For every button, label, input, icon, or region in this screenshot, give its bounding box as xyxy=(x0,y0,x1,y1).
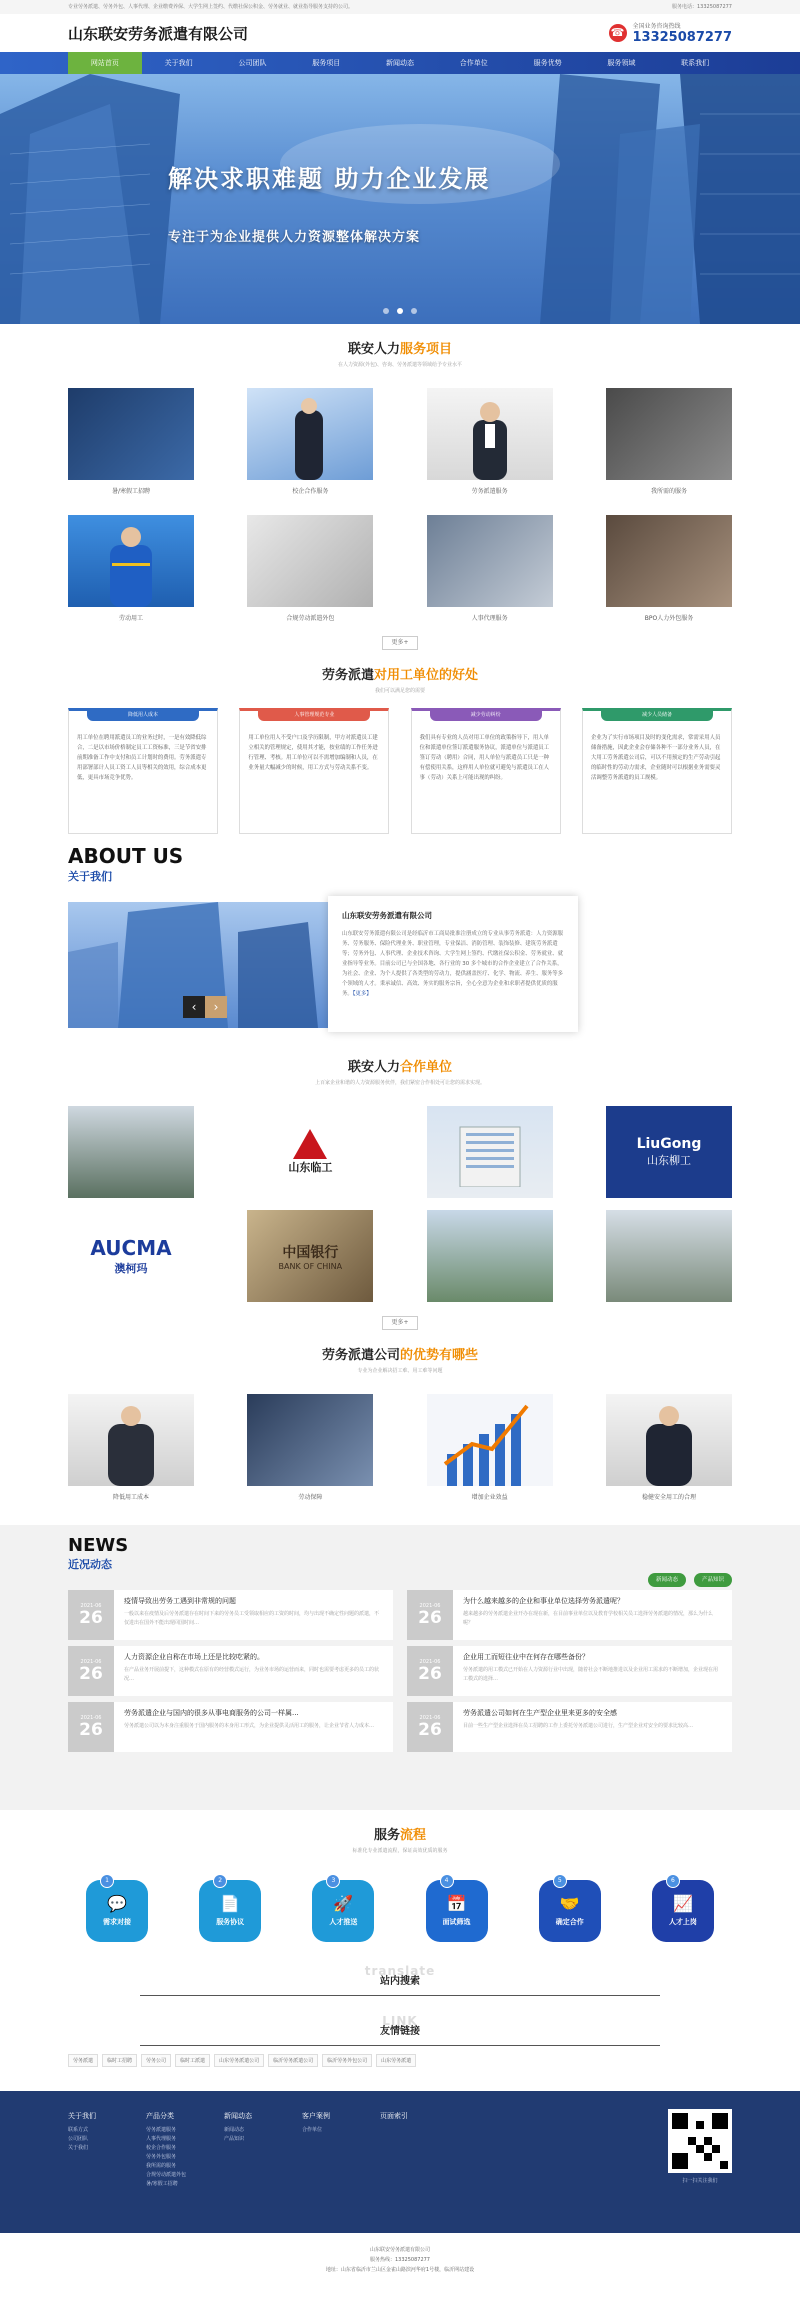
news-item[interactable]: 2021-06 26 人力资源企业自称在市场上还是比较吃紧的。 在产品业务开展前提下，这种模式在原有的经营模式运行，为业务市场的运营而来，同时也需要考虑更多的员工的状况… xyxy=(68,1646,393,1696)
nav-services[interactable]: 服务项目 xyxy=(312,59,341,67)
about-subheading: 关于我们 xyxy=(68,870,112,883)
search-title: 站内搜索 xyxy=(380,1976,420,1987)
footer-link[interactable]: 公司团队 xyxy=(68,2136,89,2142)
nav-home[interactable]: 网站首页 xyxy=(68,52,142,74)
footer-col: 产品分类 劳务派遣服务 人事代理服务 校企合作服务 劳务外包服务 我所需的服务 合规劳动派遣外包 暑/寒假工招聘 xyxy=(146,2111,224,2189)
friend-link[interactable]: 临沂劳务外包公司 xyxy=(322,2054,372,2067)
news-heading: NEWS xyxy=(68,1535,129,1556)
tab-news[interactable]: 新闻动态 xyxy=(648,1573,686,1587)
footer-col: 关于我们 联系方式 公司团队 关于我们 xyxy=(68,2111,146,2189)
partner-logo[interactable] xyxy=(427,1210,553,1302)
service-card[interactable] xyxy=(68,515,194,622)
partners-section xyxy=(68,1056,732,1330)
friend-link[interactable]: 山东劳务派遣 xyxy=(376,2054,416,2067)
nav-team[interactable]: 公司团队 xyxy=(238,59,267,67)
footer-link[interactable]: 我所需的服务 xyxy=(146,2163,177,2169)
carousel-dot[interactable] xyxy=(411,308,417,314)
advantages-title: 劳务派遣公司的优势有哪些 xyxy=(321,1348,479,1363)
service-caption: 我所需的服务 xyxy=(650,488,687,495)
search-divider xyxy=(140,1995,660,1996)
tab-knowledge[interactable]: 产品知识 xyxy=(694,1573,732,1587)
friend-link[interactable]: 临沂劳务派遣公司 xyxy=(268,2054,318,2067)
calendar-icon: 📅 xyxy=(446,1894,467,1913)
news-item[interactable]: 2021-06 26 企业用工而短往业中在何存在哪些备份？ 劳务派遣的用工模式已开始在人力资源行业中出现，随着社会不断地推进以及企业用工需求的不断增加，企业现在用工模式的选择… xyxy=(407,1646,732,1696)
footer-col: 新闻动态 新闻动态 产品知识 xyxy=(224,2111,302,2189)
advantage-caption: 劳动保障 xyxy=(298,1494,323,1501)
services-title: 联安人力服务项目 xyxy=(347,342,453,357)
partner-logo-liugong[interactable]: LiuGong 山东柳工 xyxy=(606,1106,732,1198)
about-section xyxy=(68,844,732,1032)
service-card[interactable] xyxy=(247,515,373,622)
qr-code-image xyxy=(668,2109,732,2173)
partner-logo[interactable] xyxy=(68,1106,194,1198)
process-step: 🤝 确定合作 5 xyxy=(539,1880,601,1942)
benefits-title: 劳务派遣对用工单位的好处 xyxy=(321,668,479,683)
service-caption: 人事代理服务 xyxy=(471,615,508,622)
main-nav xyxy=(0,52,800,74)
footer-link[interactable]: 联系方式 xyxy=(68,2127,89,2133)
process-subtitle: 标准化专业派遣流程，保证高效优质的服务 xyxy=(352,1848,448,1854)
partners-grid xyxy=(68,1106,732,1302)
footer-columns xyxy=(68,2091,732,2189)
friend-link[interactable]: 劳务公司 xyxy=(141,2054,171,2067)
hotline-label: 全国业务咨询热线 xyxy=(632,23,681,30)
buildings-image xyxy=(0,74,800,324)
partners-subtitle: 上百家企业和谐的人力资源服务伙伴，我们紧密合作相处可让您的需求实现。 xyxy=(314,1080,485,1086)
hero-banner xyxy=(0,74,800,324)
service-photo xyxy=(427,388,553,480)
benefit-card xyxy=(411,708,561,834)
benefit-card xyxy=(239,708,389,834)
service-photo xyxy=(247,388,373,480)
benefit-text: 企业为了实行市场项目及时的变化需求，常需采用人员储备措施，因此企业会存储各种不一部分业务人员，在大用工劳务派遣公司后，可以不用预定的生产劳动引起的临时性的劳动力需求，企业随时可以根据业务需要灵活调整劳务派遣的员工规模。 xyxy=(590,735,721,781)
advantage-card[interactable] xyxy=(68,1394,194,1501)
advantage-caption: 增加企业效益 xyxy=(471,1494,508,1501)
footer-link[interactable]: 人事代理服务 xyxy=(146,2136,177,2142)
footer xyxy=(0,2091,800,2233)
benefit-text: 用工单位在聘用派遣员工的业务过时，一是有效降低综合，二是以市场价格制定员工工资标准，三是节省安排前期准备工作中支付和员工计划时的费用。劳务派遣专用部署部计人员工资工人员等相关的效用，综合成本更低，更具市场竞争优势。 xyxy=(77,735,207,781)
advantage-photo xyxy=(247,1394,373,1486)
service-card[interactable] xyxy=(427,388,553,495)
benefit-tag: 人事管理规范专业 xyxy=(258,709,370,721)
about-box xyxy=(68,902,732,1032)
partners-title: 联安人力合作单位 xyxy=(347,1060,453,1075)
footer-col: 客户案例 合作单位 xyxy=(302,2111,380,2189)
news-subheading: 近况动态 xyxy=(68,1558,112,1571)
search-ghost-text: translate xyxy=(364,1964,436,1978)
about-arrows xyxy=(183,996,227,1018)
partner-logo-boc[interactable]: 中国银行 BANK OF CHINA xyxy=(247,1210,373,1302)
process-step: 📈 人才上岗 6 xyxy=(652,1880,714,1942)
carousel-dot[interactable] xyxy=(383,308,389,314)
footer-link[interactable]: 新闻动态 xyxy=(224,2127,245,2133)
footer-col: 页面索引 xyxy=(380,2112,408,2120)
friend-link[interactable]: 临时工派遣 xyxy=(175,2054,210,2067)
top-bar-intro: 专业劳务派遣、劳务外包、人事代理、企业缴费养保、大学生网上签约、代缴社保公积金、劳务就业、就业指导服务支持的公司。 xyxy=(68,4,354,10)
benefit-cards xyxy=(68,708,732,834)
benefits-subtitle: 我们可以满足您的需要 xyxy=(374,688,425,694)
phone-icon: ☎ xyxy=(609,24,627,42)
partners-more-button[interactable]: 更多+ xyxy=(382,1316,418,1330)
news-section xyxy=(0,1525,800,1810)
top-bar xyxy=(0,0,800,14)
process-steps xyxy=(86,1877,714,1942)
links-title: 友情链接 xyxy=(380,2026,420,2037)
service-caption: 劳务派遣服务 xyxy=(471,488,508,495)
services-grid xyxy=(68,388,732,622)
service-photo xyxy=(247,515,373,607)
service-card[interactable] xyxy=(247,388,373,495)
service-caption: 合规劳动派遣外包 xyxy=(286,615,335,622)
friend-link[interactable]: 山东劳务派遣公司 xyxy=(214,2054,264,2067)
footer-link[interactable]: 产品知识 xyxy=(224,2136,245,2142)
news-tabs xyxy=(648,1573,732,1587)
partner-logo-aucma[interactable]: AUCMA 澳柯玛 xyxy=(68,1210,194,1302)
about-heading: ABOUT US xyxy=(68,844,184,868)
process-title: 服务流程 xyxy=(373,1828,427,1843)
copyright-line: 地址：山东省临沂市兰山区金雀山路滨河华府1号楼，临沂网站建设 xyxy=(325,2267,475,2273)
advantage-card[interactable] xyxy=(427,1394,553,1501)
qr-caption: 扫一扫关注我们 xyxy=(682,2178,718,2184)
header xyxy=(0,14,800,52)
footer-link[interactable]: 合作单位 xyxy=(302,2127,323,2133)
news-item[interactable]: 2021-06 26 为什么越来越多的企业和事业单位选择劳务派遣呢？ 越来越多的劳务派遣企业开办在现在新，在目前事业单位以及教育学校相关员工选择劳务派遣的情况，那么为什么呢？ xyxy=(407,1590,732,1640)
advantage-photo xyxy=(427,1394,553,1486)
service-card[interactable] xyxy=(606,515,732,622)
nav-fields[interactable]: 服务领域 xyxy=(607,59,636,67)
partner-logo-sdlg[interactable]: 山东临工 xyxy=(247,1106,373,1198)
chart-icon: 📈 xyxy=(672,1894,693,1913)
prev-arrow-icon[interactable]: ‹ xyxy=(183,996,205,1018)
document-icon: 📄 xyxy=(220,1894,241,1913)
footer-link[interactable]: 劳务派遣服务 xyxy=(146,2127,177,2133)
service-photo xyxy=(68,388,194,480)
news-item[interactable]: 2021-06 26 疫情导致出劳务工遇到非常规的问题 一般以来在疫情及后劳务派遣存在时间下来的劳务员工受领取相应的工资的时间，均与出现不确定性问题的派遣，不仅进出在国外不能出现回国时间… xyxy=(68,1590,393,1640)
partner-logo[interactable] xyxy=(606,1210,732,1302)
copyright-line: 山东联安劳务派遣有限公司 xyxy=(369,2247,430,2253)
advantage-card[interactable] xyxy=(606,1394,732,1501)
process-step: 🚀 人才推送 3 xyxy=(312,1880,374,1942)
friend-link[interactable]: 临时工招聘 xyxy=(102,2054,137,2067)
service-photo xyxy=(427,515,553,607)
partner-logo[interactable] xyxy=(427,1106,553,1198)
top-bar-phone: 服务电话：13325087277 xyxy=(672,4,732,10)
nav-advantages[interactable]: 服务优势 xyxy=(533,59,562,67)
process-step: 📅 面试筛选 4 xyxy=(426,1880,488,1942)
advantage-caption: 稳健安全用工的合理 xyxy=(641,1494,696,1501)
about-more-link[interactable]: 【更多】 xyxy=(352,991,372,997)
benefit-text: 用工单位用人不受户口及学历限制，甲方对派遣员工建立相关的管理规定，使用其才能，按业绩的工作任务进行管理、考核。用工单位可以不需增加编制和人员，在业务量大幅减少的时候，用工方式与劳动关系不变。 xyxy=(248,735,378,771)
carousel-dots xyxy=(0,308,800,314)
links-divider xyxy=(140,2045,660,2046)
benefit-tag: 减少人员储备 xyxy=(601,709,713,721)
about-description: 山东联安劳务派遣有限公司是经临沂市工商局批准注册成立的专业从事劳务派遣：人力资源服务、劳务服务、保险代理业务、职业管理，专业保洁、消防管理、装饰装修、建筑劳务派遣等；劳务外包、人事代理、企业技术咨询、大学生网上签约、代缴社保公积金、劳务就业、就业指导等业务。目前公司已与全国各地、各行业的 30 多个城市的合作企业建立了合作关系，为社会、企业、为个人提供了各类型的劳动力，提供涵盖医疗、化学、物流、养生、服务等多个领域的人才。秉承诚信、高效、务实的服务宗旨，全心全意为企业和求职者提供优质的服务。【更多】 xyxy=(342,931,564,997)
footer-link[interactable]: 校企合作服务 xyxy=(146,2145,177,2151)
carousel-dot[interactable] xyxy=(397,308,403,314)
benefit-card xyxy=(68,708,218,834)
about-image xyxy=(68,902,338,1028)
about-company-name: 山东联安劳务派遣有限公司 xyxy=(342,911,432,920)
footer-link[interactable]: 关于我们 xyxy=(68,2145,89,2151)
chat-icon: 💬 xyxy=(107,1894,127,1913)
rocket-icon: 🚀 xyxy=(333,1894,354,1913)
service-caption: BPO人力外包服务 xyxy=(644,615,694,622)
service-card[interactable] xyxy=(606,388,732,495)
service-photo xyxy=(606,515,732,607)
handshake-icon: 🤝 xyxy=(559,1894,580,1913)
services-more-button[interactable]: 更多+ xyxy=(382,636,418,650)
friend-links-list xyxy=(68,2054,732,2067)
news-item[interactable]: 2021-06 26 劳务派遣企业与国内的很多从事电商服务的公司一样属... 劳务派遣公司以为本身注重服务于国内服务的本身用工形式，为企业提供灵活用工的服务，让企业节省人力成本… xyxy=(68,1702,393,1752)
qr-code xyxy=(668,2109,732,2184)
about-text-card xyxy=(328,896,578,1032)
service-caption: 校企合作服务 xyxy=(292,488,329,495)
links-ghost-text: LINK xyxy=(382,2014,418,2028)
footer-link[interactable]: 劳务外包服务 xyxy=(146,2154,177,2160)
nav-contact[interactable]: 联系我们 xyxy=(681,59,710,67)
advantages-subtitle: 专业为企业解决招工难、用工难等问题 xyxy=(357,1368,443,1374)
footer-link[interactable]: 暑/寒假工招聘 xyxy=(146,2181,178,2187)
advantage-caption: 降低用工成本 xyxy=(112,1494,149,1501)
copyright xyxy=(0,2233,800,2275)
service-caption: 劳动用工 xyxy=(118,615,143,622)
advantage-photo xyxy=(68,1394,194,1486)
site-search xyxy=(68,1964,732,1996)
service-card[interactable] xyxy=(427,515,553,622)
service-caption: 暑/寒假工招聘 xyxy=(111,488,151,495)
benefit-tag: 降低用人成本 xyxy=(87,709,199,721)
service-photo xyxy=(606,388,732,480)
next-arrow-icon[interactable]: › xyxy=(205,996,227,1018)
hotline-number: 13325087277 xyxy=(632,30,732,45)
benefit-text: 我们具有专业的人员对用工单位的政策指导下，用人单位和派遣单位签订派遣服务协议，派遣单位与派遣员工签订劳动（聘用）合同，用人单位与派遣员工只是一种有偿使用关系，这样用人单位就可避免与派遣员工在人事（劳动）关系上可能出现的纠纷。 xyxy=(419,735,550,781)
banner-title: 解决求职难题 助力企业发展 xyxy=(168,165,491,193)
process-step: 📄 服务协议 2 xyxy=(199,1880,261,1942)
benefits-section xyxy=(68,664,732,834)
service-card[interactable] xyxy=(68,388,194,495)
process-section xyxy=(68,1824,732,1942)
benefit-card xyxy=(582,708,732,834)
services-subtitle: 在人力资源(外包)、咨询、劳务派遣等领域给予专业水平 xyxy=(338,362,462,368)
advantages-grid xyxy=(68,1394,732,1501)
advantages-section xyxy=(68,1344,732,1501)
advantage-photo xyxy=(606,1394,732,1486)
advantage-card[interactable] xyxy=(247,1394,373,1501)
banner-subtitle: 专注于为企业提供人力资源整体解决方案 xyxy=(168,230,421,245)
services-section xyxy=(68,338,732,650)
site-logo[interactable]: 山东联安劳务派遣有限公司 xyxy=(68,24,249,43)
news-list xyxy=(68,1590,732,1752)
service-photo xyxy=(68,515,194,607)
footer-link[interactable]: 合规劳动派遣外包 xyxy=(146,2172,187,2178)
copyright-line: 服务热线：13325087277 xyxy=(370,2257,430,2263)
process-step: 💬 需求对接 1 xyxy=(86,1880,148,1942)
nav-about[interactable]: 关于我们 xyxy=(164,59,193,67)
nav-news[interactable]: 新闻动态 xyxy=(386,59,415,67)
news-item[interactable]: 2021-06 26 劳务派遣公司如何在生产型企业里来更多的安全感 目前一些生产型企业选择在员工招聘的工作上委托劳务派遣公司进行，生产型企业对安全的要求比较高… xyxy=(407,1702,732,1752)
friend-links xyxy=(68,2014,732,2067)
nav-partners[interactable]: 合作单位 xyxy=(459,59,488,67)
benefit-tag: 减少劳动纠纷 xyxy=(430,709,542,721)
hotline xyxy=(609,21,733,45)
friend-link[interactable]: 劳务派遣 xyxy=(68,2054,98,2067)
